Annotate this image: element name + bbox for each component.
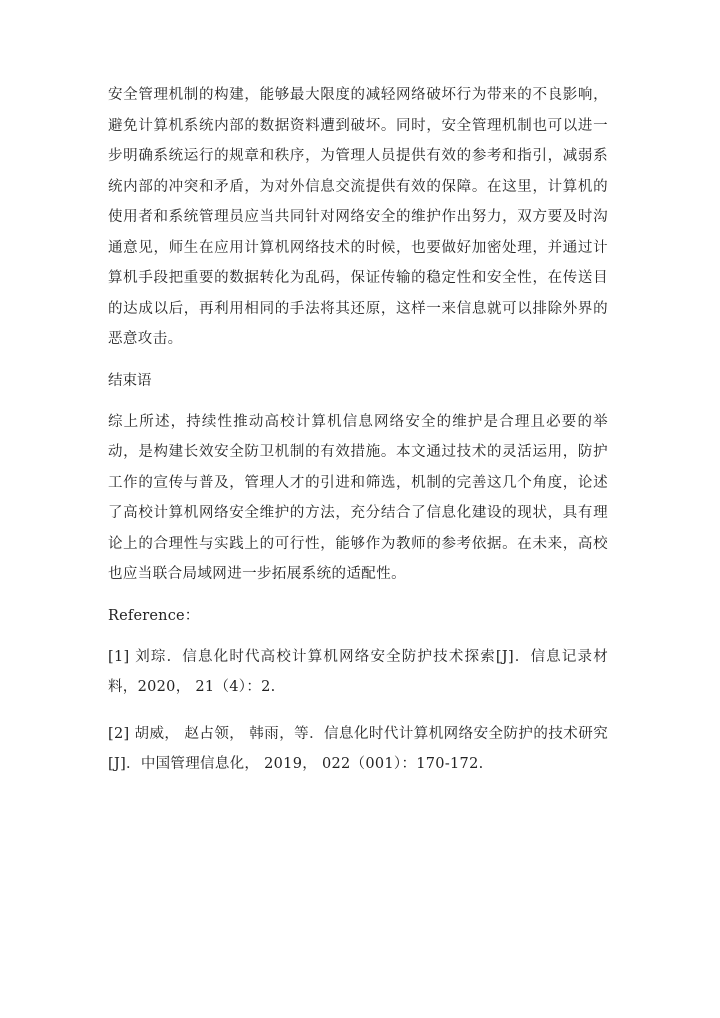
- conclusion-heading: 结束语: [108, 372, 152, 389]
- reference-heading: Reference：: [108, 607, 200, 624]
- reference-list: [108, 642, 608, 780]
- conclusion-paragraph: 综上所述，持续性推动高校计算机信息网络安全的维护是合理且必要的举动，是构建长效安全防卫机制的有效措施。本文通过技术的灵活运用，防护工作的宣传与普及，管理人才的引进和筛选，机制的完善这几个角度，论述了高校计算机网络安全维护的方法，充分结合了信息化建设的现状，具有理论上的合理性与实践上的可行性，能够作为教师的参考依据。在未来，高校也应当联合局域网进一步拓展系统的适配性。: [108, 413, 608, 582]
- body-paragraph: 安全管理机制的构建，能够最大限度的减轻网络破坏行为带来的不良影响，避免计算机系统内部的数据资料遭到破坏。同时，安全管理机制也可以进一步明确系统运行的规章和秩序，为管理人员提供有效的参考和指引，减弱系统内部的冲突和矛盾，为对外信息交流提供有效的保障。在这里，计算机的使用者和系统管理员应当共同针对网络安全的维护作出努力，双方要及时沟通意见，师生在应用计算机网络技术的时候，也要做好加密处理，并通过计算机手段把重要的数据转化为乱码，保证传输的稳定性和安全性，在传送目的达成以后，再利用相同的手法将其还原，这样一来信息就可以排除外界的恶意攻击。: [108, 87, 608, 347]
- document-page: [108, 80, 608, 796]
- reference-item: [2] 胡威， 赵占领， 韩雨，等．信息化时代计算机网络安全防护的技术研究[J]．中国管理信息化， 2019， 022（001）：170-172.: [108, 725, 608, 772]
- reference-item: [1] 刘琮．信息化时代高校计算机网络安全防护技术探索[J]．信息记录材料，2020， 21（4）：2.: [108, 648, 608, 695]
